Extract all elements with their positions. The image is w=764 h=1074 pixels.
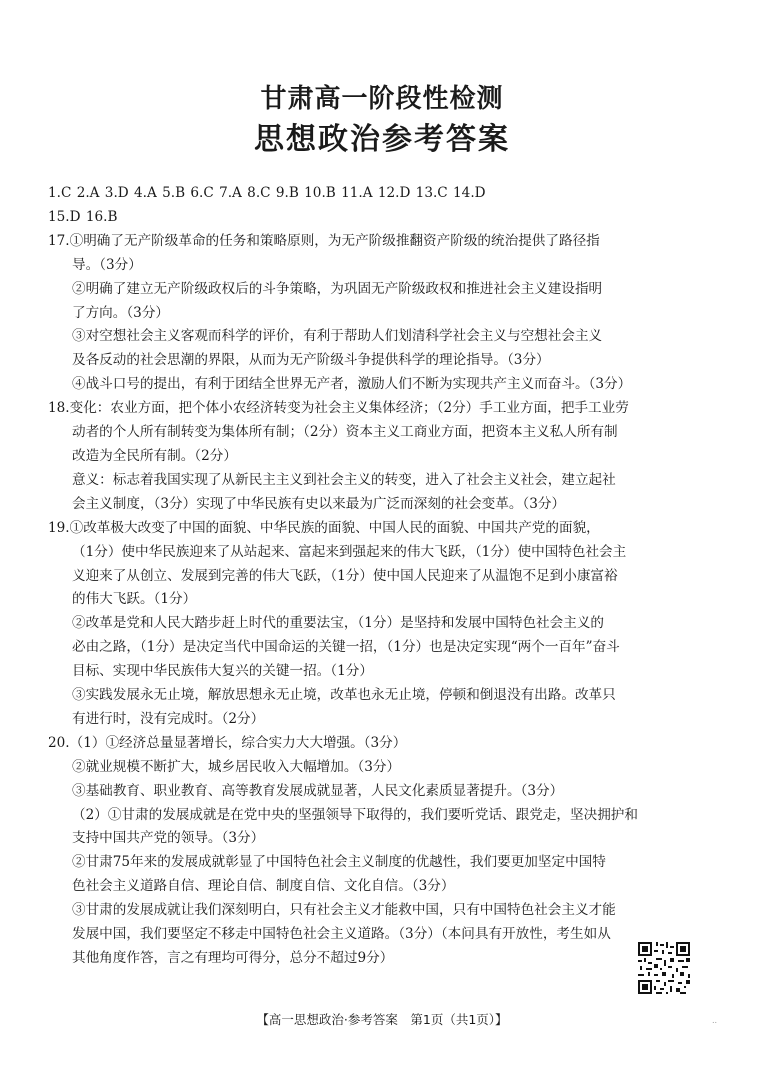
page-subtitle: 思想政治参考答案 [254,122,510,157]
page-footer: 【高一思想政治·参考答案 第1页（共1页）】 [256,1012,508,1027]
answer-content [48,182,728,971]
q20-line: 20.（1）①经济总量显著增长，综合实力大大增强。（3分） [48,734,407,751]
q18-line: 动者的个人所有制转变为集体所有制；（2分）资本主义工商业方面，把资本主义私人所有制 [72,424,618,441]
q20-line: ②就业规模不断扩大，城乡居民收入大幅增加。（3分） [72,758,401,775]
q18-line: 意义：标志着我国实现了从新民主主义到社会主义的转变，进入了社会主义社会，建立起社 [72,471,616,488]
q19-line: （1分）使中华民族迎来了从站起来、富起来到强起来的伟大飞跃，（1分）使中国特色社会主 [72,543,627,560]
q19-line: ②改革是党和人民大踏步赶上时代的重要法宝，（1分）是坚持和发展中国特色社会主义的 [72,615,605,632]
mcq-answers-line-1: 1.C 2.A 3.D 4.A 5.B 6.C 7.A 8.C 9.B 10.B 11.A 12.D 13.C 14.D [48,185,486,201]
q19-line: 19.①改革极大改变了中国的面貌、中华民族的面貌、中国人民的面貌、中国共产党的面貌， [48,519,600,536]
mcq-answers-line-2: 15.D 16.B [48,208,118,225]
corner-mark: .. [712,1016,718,1025]
q18-line: 改造为全民所有制。（2分） [72,447,237,464]
q19-line: 的伟大飞跃。（1分） [72,591,197,608]
q19-line: 目标、实现中华民族伟大复兴的关键一招。（1分） [72,663,373,680]
q19-line: 有进行时，没有完成时。（2分） [72,710,265,727]
q17-line: 17.①明确了无产阶级革命的任务和策略原则，为无产阶级推翻资产阶级的统治提供了路径指 [48,232,600,249]
question-18 [48,397,728,517]
q19-line: 必由之路，（1分）是决定当代中国命运的关键一招，（1分）也是决定实现“两个一百年”奋斗 [72,639,620,656]
q17-line: 了方向。（3分） [72,304,170,321]
qr-code-icon [636,940,692,996]
question-19 [48,517,728,732]
q20-line: 发展中国，我们要坚定不移走中国特色社会主义道路。（3分）（本问具有开放性，考生如从 [72,926,611,943]
q20-line: 色社会主义道路自信、理论自信、制度自信、文化自信。（3分） [72,878,455,895]
q17-line: 导。（3分） [72,256,142,273]
question-17 [48,230,728,397]
q18-line: 18.变化：农业方面，把个体小农经济转变为社会主义集体经济；（2分）手工业方面，把手工业劳 [48,400,629,417]
q18-line: 会主义制度，（3分）实现了中华民族有史以来最为广泛而深刻的社会变革。（3分） [72,495,566,512]
q17-line: ④战斗口号的提出，有利于团结全世界无产者，激励人们不断为实现共产主义而奋斗。（3分） [72,376,632,393]
question-20 [48,732,728,971]
page-title: 甘肃高一阶段性检测 [260,84,504,114]
q19-line: 义迎来了从创立、发展到完善的伟大飞跃，（1分）使中国人民迎来了从温饱不足到小康富裕 [72,567,618,584]
q19-line: ③实践发展永无止境，解放思想永无止境，改革也永无止境，停顿和倒退没有出路。改革只 [72,687,616,704]
q20-line: 支持中国共产党的领导。（3分） [72,830,265,847]
q20-line: ③甘肃的发展成就让我们深刻明白，只有社会主义才能救中国，只有中国特色社会主义才能 [72,902,616,919]
q20-line: （2）①甘肃的发展成就是在党中央的坚强领导下取得的，我们要听党话、跟党走，坚决拥护和 [72,806,638,823]
q17-line: 及各反动的社会思潮的界限，从而为无产阶级斗争提供科学的理论指导。（3分） [72,352,550,369]
q17-line: ③对空想社会主义客观而科学的评价，有利于帮助人们划清科学社会主义与空想社会主义 [72,328,603,345]
q17-line: ②明确了建立无产阶级政权后的斗争策略，为巩固无产阶级政权和推进社会主义建设指明 [72,280,603,297]
q20-line: 其他角度作答，言之有理均可得分，总分不超过9分） [72,950,394,966]
q20-line: ③基础教育、职业教育、高等教育发展成就显著，人民文化素质显著提升。（3分） [72,782,564,799]
q20-line: ②甘肃75年来的发展成就彰显了中国特色社会主义制度的优越性，我们要更加坚定中国特 [72,854,606,871]
